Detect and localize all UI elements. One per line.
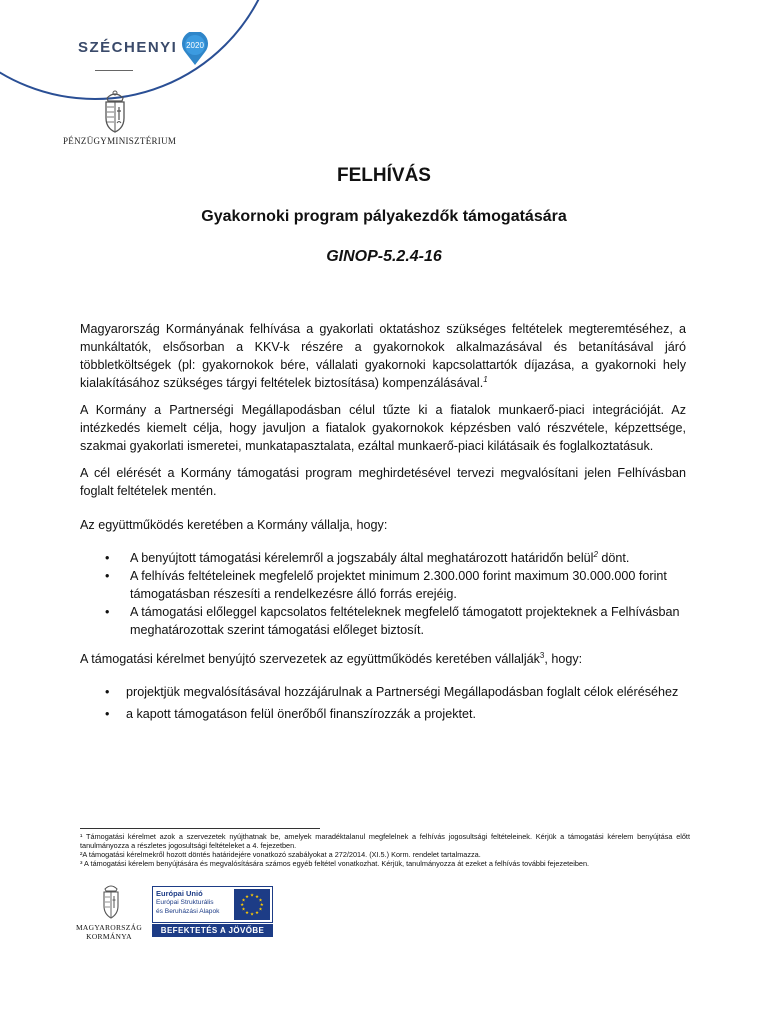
footnotes	[80, 832, 690, 868]
svg-text:★: ★	[244, 894, 250, 900]
szechenyi-wordmark: SZÉCHENYI	[78, 38, 178, 56]
applicant-commitment-heading: A támogatási kérelmet benyújtó szervezetek az együttműködés keretében vállalják$^3$, hogy:	[80, 650, 583, 666]
intro-paragraph: Magyarország Kormányának felhívása a gyakorlati oktatáshoz szükséges feltételek megteremtéséhez, a munkáltatók, elsősorban a KKV-k részére a gyakornokok alkalmazásával és betanításával járó többletköltségek (pl: gyakornokok bére, vállalati gyakornoki kapcsolattartók díjazása, a gyakornoki hely kialakításához szükséges tárgyi feltételek biztosítása) kompenzálásával.$^1$	[80, 322, 686, 390]
government-commitment-heading: Az együttműködés keretében a Kormány vállalja, hogy:	[80, 518, 388, 532]
footnote-3: ³ A támogatási kérelem benyújtására és megvalósítására számos egyéb feltétel vonatkozhat. Kérjük, tanulmányozza át ezeket a felhívás további fejezeteiben.	[80, 859, 590, 868]
government-commitment-list	[80, 549, 686, 639]
goal-paragraph: A Kormány a Partnerségi Megállapodásban célul tűzte ki a fiatalok munkaerő-piaci integrációját. Az intézkedés kiemelt célja, hogy javuljon a fiatalok gyakornokok képzésben való részvétele, képzettsége, szakmai gyakorlati ismeretei, munkatapasztalata, ezáltal munkaerő-piaci kilátásaik és foglalkoztatásuk.	[80, 403, 686, 453]
eu-funds-line1: Európai Strukturális	[156, 899, 214, 906]
hungarian-coat-of-arms-icon	[98, 88, 132, 139]
government-coat-of-arms-icon	[100, 882, 122, 925]
svg-text:★: ★	[259, 903, 264, 908]
ministry-name: PÉNZÜGYMINISZTÉRIUM	[63, 136, 177, 146]
logo-divider	[95, 70, 133, 71]
slogan-banner: BEFEKTETÉS A JÖVŐBE	[152, 924, 273, 937]
location-pin-icon	[180, 32, 210, 62]
program-code: GINOP-5.2.4-16	[326, 248, 442, 265]
svg-text:★: ★	[240, 903, 245, 908]
eu-name: Európai Unió	[156, 889, 203, 898]
footnote-ref-3: 3	[539, 650, 545, 660]
svg-text:★: ★	[241, 898, 246, 904]
list-item: • A felhívás feltételeinek megfelelő projektet minimum 2.300.000 forint maximum 30.000.000 forint támogatásban részesíti a rendelkezésre álló forrás erejéig.	[80, 567, 686, 603]
szechenyi-2020-logo	[78, 32, 210, 62]
svg-text:★: ★	[258, 898, 263, 904]
eu-funds-line2: és Beruházási Alapok	[156, 908, 220, 915]
svg-text:★: ★	[249, 912, 255, 918]
implementation-paragraph: A cél elérését a Kormány támogatási program meghirdetésével tervezi megvalósítani jelen Felhívásban foglalt feltételek mentén.	[80, 466, 686, 498]
eu-flag-icon	[234, 889, 270, 920]
szechenyi-year: 2020	[186, 41, 205, 50]
footnote-divider	[80, 828, 320, 829]
footnote-ref-1: 1	[483, 374, 488, 384]
list-item: • A támogatási előleggel kapcsolatos feltételeknek megfelelő támogatott projekteknek a Felhívásban meghatározottak szerint támogatási előleget biztosít.	[80, 603, 686, 639]
government-label: MAGYARORSZÁG KORMÁNYA	[75, 923, 143, 941]
applicant-commitment-list	[80, 683, 686, 727]
list-item: • a kapott támogatáson felül önerőből finanszírozzák a projektet.	[80, 705, 686, 723]
document-title: FELHÍVÁS	[337, 165, 431, 186]
svg-text:★: ★	[241, 907, 246, 913]
list-item: • projektjük megvalósításával hozzájárulnak a Partnerségi Megállapodásban foglalt célok eléréséhez	[80, 683, 686, 701]
footnote-1: ¹ Támogatási kérelmet azok a szervezetek nyújthatnak be, amelyek maradéktalanul megfelelnek a felhívás jogosultsági feltételeinek. Kérjük a támogatási kérelem benyújtása előtt tanulmányozza a részletes jogosultsági feltételeket a 4. fejezetben.	[80, 832, 690, 850]
footnote-2: ²A támogatási kérelmekről hozott döntés határidejére vonatkozó szabályokat a 272/2014. (XI.5.) Korm. rendelet tartalmazza.	[80, 850, 481, 859]
svg-text:★: ★	[254, 911, 260, 917]
svg-text:★: ★	[254, 894, 260, 900]
list-item: • A benyújtott támogatási kérelemről a jogszabály által meghatározott határidőn belül$^2$ dönt.	[80, 549, 686, 567]
svg-text:★: ★	[249, 893, 255, 899]
eu-funds-logo	[152, 886, 273, 923]
svg-text:★: ★	[258, 907, 263, 913]
document-subtitle: Gyakornoki program pályakezdők támogatására	[201, 208, 567, 225]
footnote-ref-2: 2	[593, 549, 598, 559]
svg-text:★: ★	[244, 911, 250, 917]
